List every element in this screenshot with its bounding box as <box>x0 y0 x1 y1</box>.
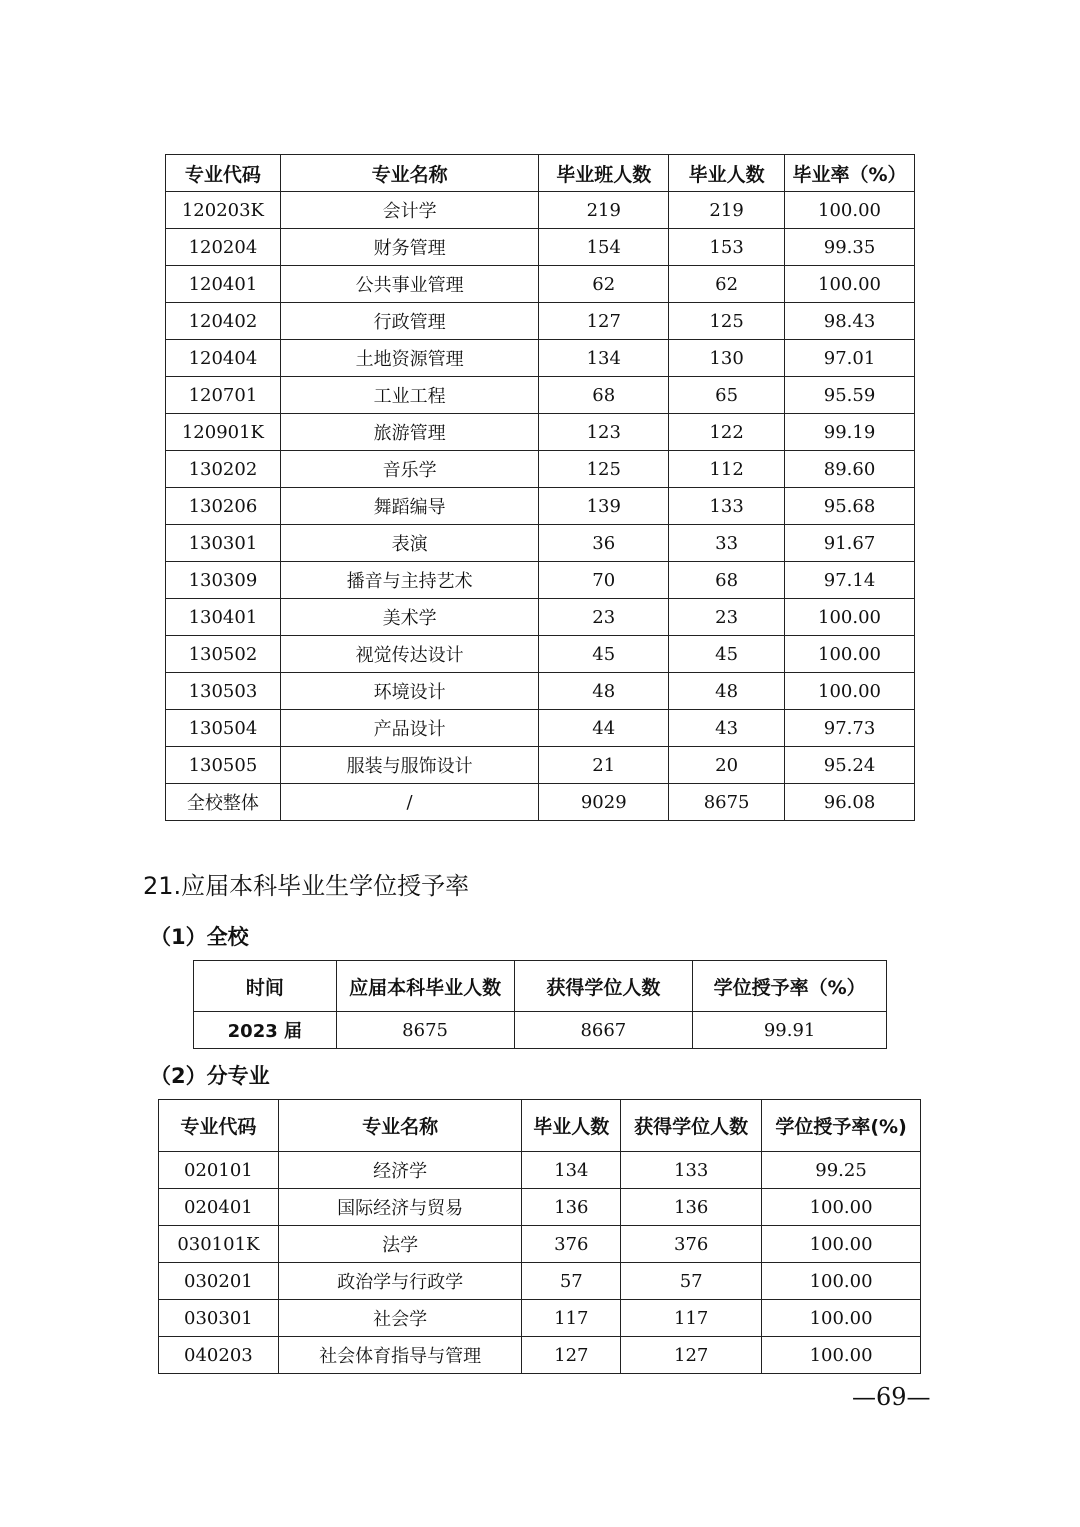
table-cell: 130206 <box>166 488 281 525</box>
table-row <box>166 266 915 303</box>
table-cell: 100.00 <box>762 1189 921 1226</box>
table-cell: 040203 <box>159 1337 279 1374</box>
table-cell: 120901K <box>166 414 281 451</box>
table-cell: 100.00 <box>785 266 915 303</box>
table-cell: 134 <box>522 1152 621 1189</box>
table-cell: 122 <box>669 414 785 451</box>
table-cell: 45 <box>539 636 669 673</box>
table-cell: 153 <box>669 229 785 266</box>
table-cell: 130301 <box>166 525 281 562</box>
table-cell: 020401 <box>159 1189 279 1226</box>
table-cell: 125 <box>669 303 785 340</box>
table-row <box>159 1337 921 1374</box>
table-cell: 33 <box>669 525 785 562</box>
table-cell: 130 <box>669 340 785 377</box>
table-cell: 100.00 <box>762 1226 921 1263</box>
table-cell: 48 <box>669 673 785 710</box>
table-cell: 154 <box>539 229 669 266</box>
table-cell: 62 <box>539 266 669 303</box>
table-header-row <box>194 961 887 1012</box>
table-cell: 134 <box>539 340 669 377</box>
table-cell: 8667 <box>514 1012 693 1049</box>
table-cell: 97.01 <box>785 340 915 377</box>
table-cell: 100.00 <box>762 1300 921 1337</box>
table-cell: 130505 <box>166 747 281 784</box>
column-header: 专业代码 <box>159 1100 279 1152</box>
table-cell: 139 <box>539 488 669 525</box>
table-cell: 99.35 <box>785 229 915 266</box>
table-cell: 21 <box>539 747 669 784</box>
table-cell: 91.67 <box>785 525 915 562</box>
table-cell: 服装与服饰设计 <box>280 747 538 784</box>
table-row <box>166 377 915 414</box>
table-cell: 130503 <box>166 673 281 710</box>
table-cell: 376 <box>621 1226 762 1263</box>
table-cell: 130309 <box>166 562 281 599</box>
table-row <box>166 673 915 710</box>
table-cell: 57 <box>522 1263 621 1300</box>
table-cell: 音乐学 <box>280 451 538 488</box>
degree-rate-school-table <box>193 960 887 1049</box>
table-cell: 100.00 <box>785 636 915 673</box>
table-row <box>159 1300 921 1337</box>
table-cell: 23 <box>669 599 785 636</box>
degree-rate-major-table <box>158 1099 921 1374</box>
table-cell: 96.08 <box>785 784 915 821</box>
table-cell: 23 <box>539 599 669 636</box>
table-cell: 9029 <box>539 784 669 821</box>
table-row <box>166 525 915 562</box>
table-cell: 97.73 <box>785 710 915 747</box>
table-cell: 020101 <box>159 1152 279 1189</box>
table-cell: 130202 <box>166 451 281 488</box>
table-cell: 136 <box>621 1189 762 1226</box>
table-cell: 社会体育指导与管理 <box>278 1337 522 1374</box>
table-cell: 会计学 <box>280 192 538 229</box>
table-cell: 133 <box>669 488 785 525</box>
table-cell: 120404 <box>166 340 281 377</box>
table-cell: 100.00 <box>785 673 915 710</box>
table-row <box>166 192 915 229</box>
table-cell: 030101K <box>159 1226 279 1263</box>
table-cell: 产品设计 <box>280 710 538 747</box>
table-header-row <box>166 155 915 192</box>
column-header: 获得学位人数 <box>621 1100 762 1152</box>
table-cell: 120402 <box>166 303 281 340</box>
table-cell: 68 <box>539 377 669 414</box>
column-header: 学位授予率（%） <box>693 961 887 1012</box>
table-cell: 45 <box>669 636 785 673</box>
table-row <box>159 1226 921 1263</box>
table-cell: 65 <box>669 377 785 414</box>
table-row <box>194 1012 887 1049</box>
table-cell: 44 <box>539 710 669 747</box>
page-number: —69— <box>852 1383 931 1411</box>
subsection-title-major: （2）分专业 <box>150 1064 270 1088</box>
table-row <box>166 784 915 821</box>
table-cell: 219 <box>669 192 785 229</box>
table-cell: 120204 <box>166 229 281 266</box>
table-cell: 117 <box>621 1300 762 1337</box>
table-cell: 旅游管理 <box>280 414 538 451</box>
table-cell: 100.00 <box>762 1263 921 1300</box>
table-cell: 表演 <box>280 525 538 562</box>
subsection-title-school: （1）全校 <box>150 925 249 949</box>
column-header: 毕业率（%） <box>785 155 915 192</box>
table-cell: 99.19 <box>785 414 915 451</box>
column-header: 学位授予率(%) <box>762 1100 921 1152</box>
column-header: 时间 <box>194 961 337 1012</box>
table-row <box>166 747 915 784</box>
table-cell: 社会学 <box>278 1300 522 1337</box>
column-header: 应届本科毕业人数 <box>336 961 514 1012</box>
table-row <box>166 636 915 673</box>
table-cell: 117 <box>522 1300 621 1337</box>
table-row <box>166 710 915 747</box>
table-cell: 8675 <box>336 1012 514 1049</box>
column-header: 获得学位人数 <box>514 961 693 1012</box>
table-cell: 2023 届 <box>194 1012 337 1049</box>
table-cell: 130504 <box>166 710 281 747</box>
table-cell: 36 <box>539 525 669 562</box>
table-cell: 国际经济与贸易 <box>278 1189 522 1226</box>
table-row <box>166 562 915 599</box>
table-cell: 工业工程 <box>280 377 538 414</box>
table-cell: 98.43 <box>785 303 915 340</box>
table-cell: 127 <box>621 1337 762 1374</box>
table-cell: 100.00 <box>785 599 915 636</box>
table-cell: 全校整体 <box>166 784 281 821</box>
table-cell: 48 <box>539 673 669 710</box>
table-cell: 公共事业管理 <box>280 266 538 303</box>
table-cell: 136 <box>522 1189 621 1226</box>
table-cell: 政治学与行政学 <box>278 1263 522 1300</box>
table-cell: 70 <box>539 562 669 599</box>
table-cell: 127 <box>522 1337 621 1374</box>
table-cell: 环境设计 <box>280 673 538 710</box>
table-cell: 8675 <box>669 784 785 821</box>
table-cell: 130401 <box>166 599 281 636</box>
column-header: 专业名称 <box>280 155 538 192</box>
table-cell: 125 <box>539 451 669 488</box>
table-cell: 120701 <box>166 377 281 414</box>
column-header: 毕业班人数 <box>539 155 669 192</box>
section-title: 21.应届本科毕业生学位授予率 <box>143 872 470 900</box>
table-cell: 财务管理 <box>280 229 538 266</box>
table-row <box>159 1263 921 1300</box>
table-cell: 030301 <box>159 1300 279 1337</box>
table-cell: 376 <box>522 1226 621 1263</box>
column-header: 毕业人数 <box>669 155 785 192</box>
table-cell: / <box>280 784 538 821</box>
table-row <box>166 599 915 636</box>
table-cell: 030201 <box>159 1263 279 1300</box>
table-cell: 行政管理 <box>280 303 538 340</box>
table-cell: 219 <box>539 192 669 229</box>
column-header: 专业名称 <box>278 1100 522 1152</box>
table-cell: 112 <box>669 451 785 488</box>
table-cell: 127 <box>539 303 669 340</box>
table-cell: 43 <box>669 710 785 747</box>
table-row <box>166 229 915 266</box>
table-cell: 130502 <box>166 636 281 673</box>
column-header: 毕业人数 <box>522 1100 621 1152</box>
table-row <box>159 1152 921 1189</box>
table-row <box>166 451 915 488</box>
table-cell: 97.14 <box>785 562 915 599</box>
table-row <box>166 488 915 525</box>
table-cell: 100.00 <box>762 1337 921 1374</box>
table-header-row <box>159 1100 921 1152</box>
table-cell: 62 <box>669 266 785 303</box>
table-cell: 舞蹈编导 <box>280 488 538 525</box>
column-header: 专业代码 <box>166 155 281 192</box>
table-cell: 视觉传达设计 <box>280 636 538 673</box>
graduation-rate-table <box>165 154 915 821</box>
table-cell: 土地资源管理 <box>280 340 538 377</box>
table-cell: 100.00 <box>785 192 915 229</box>
table-cell: 99.25 <box>762 1152 921 1189</box>
table-cell: 播音与主持艺术 <box>280 562 538 599</box>
table-row <box>166 414 915 451</box>
table-cell: 120203K <box>166 192 281 229</box>
table-row <box>166 340 915 377</box>
table-cell: 68 <box>669 562 785 599</box>
table-row <box>166 303 915 340</box>
table-cell: 20 <box>669 747 785 784</box>
table-cell: 95.24 <box>785 747 915 784</box>
table-cell: 120401 <box>166 266 281 303</box>
table-cell: 57 <box>621 1263 762 1300</box>
table-cell: 133 <box>621 1152 762 1189</box>
table-cell: 法学 <box>278 1226 522 1263</box>
table-cell: 99.91 <box>693 1012 887 1049</box>
table-cell: 95.59 <box>785 377 915 414</box>
table-cell: 123 <box>539 414 669 451</box>
table-cell: 95.68 <box>785 488 915 525</box>
table-cell: 经济学 <box>278 1152 522 1189</box>
table-cell: 美术学 <box>280 599 538 636</box>
table-cell: 89.60 <box>785 451 915 488</box>
table-row <box>159 1189 921 1226</box>
